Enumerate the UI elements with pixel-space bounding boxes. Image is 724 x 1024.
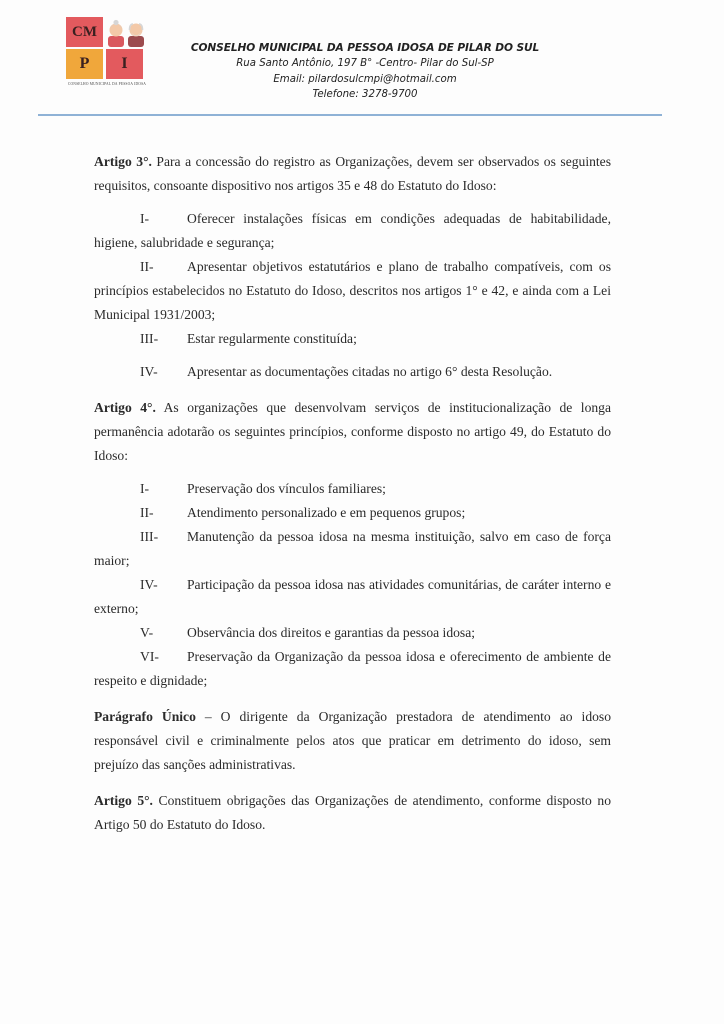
item-number: III-	[140, 331, 159, 346]
item-text: Preservação dos vínculos familiares;	[187, 481, 386, 496]
logo-caption: CONSELHO MUNICIPAL DA PESSOA IDOSA	[67, 82, 147, 86]
item-number: V-	[140, 625, 154, 640]
paragrafo-unico-text: – O dirigente da Organização prestadora de atendimento ao idoso responsável civil e criminalmente pelos atos que praticar em detrimento do idoso, sem prejuízo das sanções administrativas.	[94, 709, 611, 772]
item-text: Observância dos direitos e garantias da pessoa idosa;	[187, 625, 476, 640]
address: Rua Santo Antônio, 197 B° -Centro- Pilar do Sul-SP	[236, 58, 494, 69]
item-number: I-	[140, 211, 150, 226]
item-text: Atendimento personalizado e em pequenos grupos;	[187, 505, 466, 520]
item-text: Manutenção da pessoa idosa na mesma instituição, salvo em caso de força maior;	[94, 529, 611, 568]
logo-tile-p: P	[66, 49, 103, 79]
article-4-text: As organizações que desenvolvam serviços de institucionalização de longa permanência adotarão os seguintes princípios, conforme disposto no artigo 49, do Estatuto do Idoso:	[94, 400, 611, 463]
list-item	[94, 327, 611, 351]
item-text: Apresentar as documentações citadas no artigo 6° desta Resolução.	[187, 364, 553, 379]
item-number: II-	[140, 259, 154, 274]
list-item	[94, 501, 611, 525]
list-item	[94, 525, 611, 573]
phone: Telefone: 3278-9700	[312, 89, 418, 100]
email: Email: pilardosulcmpi@hotmail.com	[273, 73, 457, 85]
item-number: VI-	[140, 649, 159, 664]
article-3	[94, 150, 611, 198]
article-5	[94, 789, 611, 837]
list-item	[94, 621, 611, 645]
header-divider	[38, 114, 662, 116]
list-item	[94, 360, 611, 384]
logo-tile-cm: CM	[66, 17, 103, 47]
list-item	[94, 255, 611, 327]
list-item	[94, 573, 611, 621]
cmpi-logo	[66, 17, 148, 97]
elderly-couple-icon	[105, 19, 147, 47]
item-text: Apresentar objetivos estatutários e plano de trabalho compatíveis, com os princípios estabelecidos no Estatuto do Idoso, descritos nos artigos 1° e 42, e ainda com a Lei Municipal 1931/2003;	[94, 259, 611, 322]
article-3-title: Artigo 3°.	[94, 154, 152, 169]
item-text: Participação da pessoa idosa nas atividades comunitárias, de caráter interno e externo;	[94, 577, 611, 616]
list-item	[94, 645, 611, 693]
article-3-text: Para a concessão do registro as Organizações, devem ser observados os seguintes requisitos, consoante dispositivo nos artigos 35 e 48 do Estatuto do Idoso:	[94, 154, 611, 193]
item-text: Estar regularmente constituída;	[187, 331, 357, 346]
logo-tile-i: I	[106, 49, 143, 79]
org-name: CONSELHO MUNICIPAL DA PESSOA IDOSA DE PILAR DO SUL	[190, 42, 540, 54]
list-item	[94, 477, 611, 501]
paragrafo-unico	[94, 705, 611, 777]
list-item	[94, 207, 611, 255]
letterhead	[170, 40, 560, 103]
item-text: Preservação da Organização da pessoa idosa e oferecimento de ambiente de respeito e dignidade;	[94, 649, 611, 688]
item-number: I-	[140, 481, 150, 496]
paragrafo-unico-title: Parágrafo Único	[94, 709, 196, 724]
article-4	[94, 396, 611, 468]
article-4-title: Artigo 4°.	[94, 400, 156, 415]
article-5-title: Artigo 5°.	[94, 793, 153, 808]
document-body	[94, 150, 611, 837]
article-5-text: Constituem obrigações das Organizações de atendimento, conforme disposto no Artigo 50 do Estatuto do Idoso.	[94, 793, 612, 832]
item-number: IV-	[140, 577, 158, 592]
item-number: III-	[140, 529, 159, 544]
item-number: IV-	[140, 364, 158, 379]
item-number: II-	[140, 505, 154, 520]
item-text: Oferecer instalações físicas em condições adequadas de habitabilidade, higiene, salubridade e segurança;	[94, 211, 611, 250]
